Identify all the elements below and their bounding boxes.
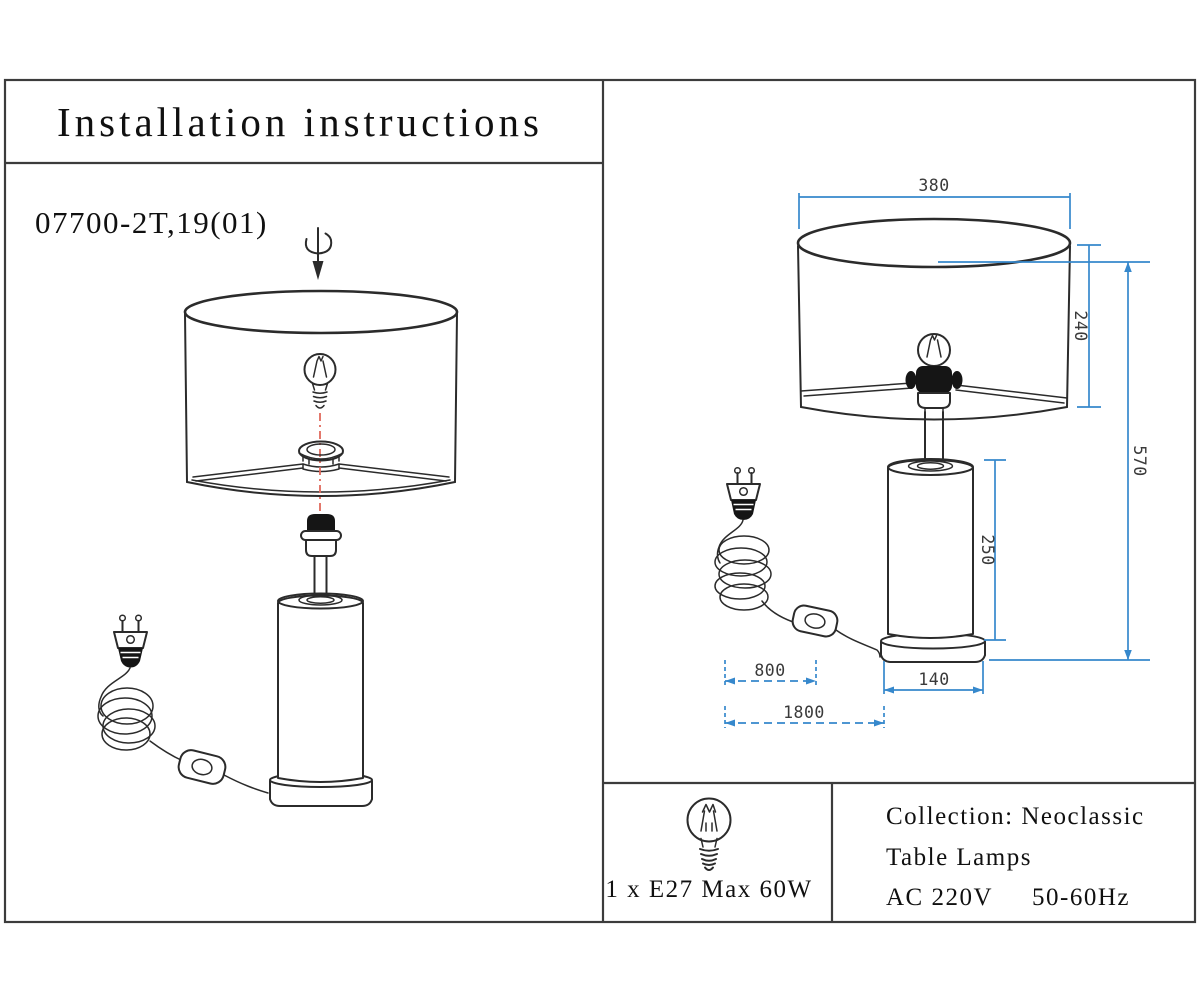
power-plug-icon: [727, 468, 760, 520]
dim-cord-to-switch: 800: [754, 661, 786, 680]
dimension-annotations: [725, 176, 1150, 728]
bulb-spec-label: 1 x E27 Max 60W: [605, 876, 813, 903]
bulb-icon: [305, 354, 336, 408]
collection-label: Collection: Neoclassic: [886, 803, 1145, 830]
dim-shade-height: 240: [1071, 310, 1090, 342]
bulb-icon: [918, 334, 950, 366]
shade-ring: [299, 442, 343, 465]
power-plug-icon: [114, 615, 147, 667]
lamp-body: [888, 459, 973, 638]
product-info-box: [886, 803, 1145, 911]
page-title: Installation instructions: [56, 99, 544, 145]
rotation-arrow-icon: [306, 228, 331, 280]
dim-base-width: 140: [918, 670, 950, 689]
inline-switch-icon: [176, 748, 227, 786]
exploded-view-diagram: [98, 228, 457, 806]
dimensioned-drawing: [715, 176, 1150, 728]
dim-cord-total: 1800: [783, 703, 825, 722]
socket-assembly: [906, 366, 963, 461]
frequency-label: 50-60Hz: [1032, 884, 1130, 911]
dim-body-height: 250: [978, 534, 997, 566]
dim-total-height: 570: [1130, 445, 1149, 477]
voltage-label: AC 220V: [886, 884, 994, 911]
inline-switch-icon: [791, 604, 839, 639]
dim-shade-diameter: 380: [918, 176, 950, 195]
lamp-spec-box: [605, 799, 812, 904]
lamp-body: [278, 594, 363, 783]
bulb-spec-icon: [688, 799, 731, 871]
lamp-socket: [301, 514, 341, 556]
category-label: Table Lamps: [886, 844, 1032, 871]
power-cord: [715, 520, 880, 657]
model-number: 07700-2T,19(01): [35, 205, 268, 240]
